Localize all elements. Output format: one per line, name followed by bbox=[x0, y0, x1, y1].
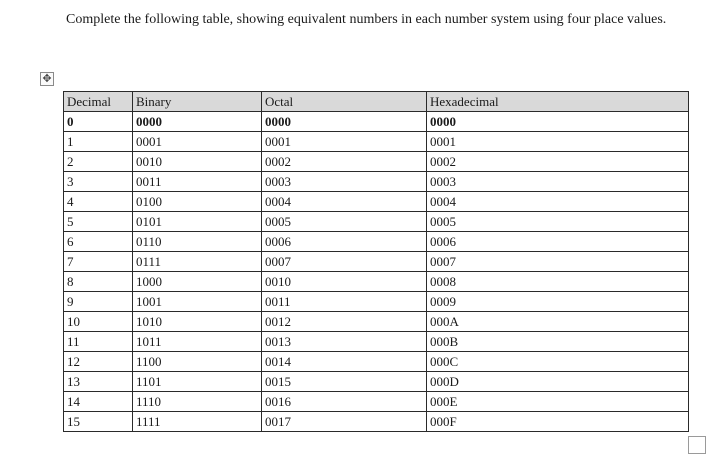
binary-cell[interactable]: 0111 bbox=[133, 252, 262, 272]
binary-cell[interactable]: 1001 bbox=[133, 292, 262, 312]
hexadecimal-cell[interactable]: 0009 bbox=[427, 292, 689, 312]
octal-cell[interactable]: 0001 bbox=[262, 132, 427, 152]
table-row bbox=[64, 352, 689, 372]
table-row bbox=[64, 392, 689, 412]
table-resize-handle[interactable] bbox=[688, 436, 706, 454]
hexadecimal-cell[interactable]: 0005 bbox=[427, 212, 689, 232]
header-hexadecimal[interactable]: Hexadecimal bbox=[427, 92, 689, 112]
hexadecimal-cell[interactable]: 0000 bbox=[427, 112, 689, 132]
table-row bbox=[64, 252, 689, 272]
binary-cell[interactable]: 0110 bbox=[133, 232, 262, 252]
header-octal[interactable]: Octal bbox=[262, 92, 427, 112]
octal-cell[interactable]: 0010 bbox=[262, 272, 427, 292]
octal-cell[interactable]: 0000 bbox=[262, 112, 427, 132]
table-row bbox=[64, 312, 689, 332]
binary-cell[interactable]: 0001 bbox=[133, 132, 262, 152]
decimal-cell[interactable]: 1 bbox=[64, 132, 133, 152]
hexadecimal-cell[interactable]: 000E bbox=[427, 392, 689, 412]
table-row bbox=[64, 172, 689, 192]
table-row bbox=[64, 112, 689, 132]
table-move-icon[interactable]: ✥ bbox=[40, 72, 54, 86]
table-row bbox=[64, 132, 689, 152]
binary-cell[interactable]: 1010 bbox=[133, 312, 262, 332]
decimal-cell[interactable]: 2 bbox=[64, 152, 133, 172]
hexadecimal-cell[interactable]: 0003 bbox=[427, 172, 689, 192]
octal-cell[interactable]: 0006 bbox=[262, 232, 427, 252]
octal-cell[interactable]: 0012 bbox=[262, 312, 427, 332]
binary-cell[interactable]: 1000 bbox=[133, 272, 262, 292]
binary-cell[interactable]: 1100 bbox=[133, 352, 262, 372]
decimal-cell[interactable]: 0 bbox=[64, 112, 133, 132]
hexadecimal-cell[interactable]: 0006 bbox=[427, 232, 689, 252]
decimal-cell[interactable]: 4 bbox=[64, 192, 133, 212]
decimal-cell[interactable]: 14 bbox=[64, 392, 133, 412]
binary-cell[interactable]: 1110 bbox=[133, 392, 262, 412]
decimal-cell[interactable]: 13 bbox=[64, 372, 133, 392]
binary-cell[interactable]: 0000 bbox=[133, 112, 262, 132]
header-decimal[interactable]: Decimal bbox=[64, 92, 133, 112]
binary-cell[interactable]: 1111 bbox=[133, 412, 262, 432]
hexadecimal-cell[interactable]: 0002 bbox=[427, 152, 689, 172]
octal-cell[interactable]: 0017 bbox=[262, 412, 427, 432]
table-row bbox=[64, 292, 689, 312]
decimal-cell[interactable]: 6 bbox=[64, 232, 133, 252]
decimal-cell[interactable]: 10 bbox=[64, 312, 133, 332]
hexadecimal-cell[interactable]: 0001 bbox=[427, 132, 689, 152]
table-row bbox=[64, 332, 689, 352]
instructions-text: Complete the following table, showing equivalent numbers in each number system using four place values. bbox=[66, 12, 667, 27]
table-row bbox=[64, 412, 689, 432]
hexadecimal-cell[interactable]: 000D bbox=[427, 372, 689, 392]
table-row bbox=[64, 152, 689, 172]
octal-cell[interactable]: 0007 bbox=[262, 252, 427, 272]
binary-cell[interactable]: 0011 bbox=[133, 172, 262, 192]
table-row bbox=[64, 372, 689, 392]
table-row bbox=[64, 232, 689, 252]
decimal-cell[interactable]: 7 bbox=[64, 252, 133, 272]
table-row bbox=[64, 192, 689, 212]
decimal-cell[interactable]: 12 bbox=[64, 352, 133, 372]
table-row bbox=[64, 272, 689, 292]
decimal-cell[interactable]: 9 bbox=[64, 292, 133, 312]
hexadecimal-cell[interactable]: 0008 bbox=[427, 272, 689, 292]
header-binary[interactable]: Binary bbox=[133, 92, 262, 112]
hexadecimal-cell[interactable]: 0007 bbox=[427, 252, 689, 272]
decimal-cell[interactable]: 5 bbox=[64, 212, 133, 232]
decimal-cell[interactable]: 8 bbox=[64, 272, 133, 292]
hexadecimal-cell[interactable]: 000C bbox=[427, 352, 689, 372]
hexadecimal-cell[interactable]: 0004 bbox=[427, 192, 689, 212]
number-system-table bbox=[63, 91, 689, 432]
table-row bbox=[64, 212, 689, 232]
binary-cell[interactable]: 0100 bbox=[133, 192, 262, 212]
binary-cell[interactable]: 1011 bbox=[133, 332, 262, 352]
octal-cell[interactable]: 0015 bbox=[262, 372, 427, 392]
octal-cell[interactable]: 0014 bbox=[262, 352, 427, 372]
decimal-cell[interactable]: 11 bbox=[64, 332, 133, 352]
octal-cell[interactable]: 0005 bbox=[262, 212, 427, 232]
octal-cell[interactable]: 0016 bbox=[262, 392, 427, 412]
hexadecimal-cell[interactable]: 000A bbox=[427, 312, 689, 332]
decimal-cell[interactable]: 15 bbox=[64, 412, 133, 432]
table-header-row bbox=[64, 92, 689, 112]
binary-cell[interactable]: 0101 bbox=[133, 212, 262, 232]
octal-cell[interactable]: 0004 bbox=[262, 192, 427, 212]
octal-cell[interactable]: 0011 bbox=[262, 292, 427, 312]
hexadecimal-cell[interactable]: 000F bbox=[427, 412, 689, 432]
binary-cell[interactable]: 1101 bbox=[133, 372, 262, 392]
octal-cell[interactable]: 0002 bbox=[262, 152, 427, 172]
binary-cell[interactable]: 0010 bbox=[133, 152, 262, 172]
octal-cell[interactable]: 0003 bbox=[262, 172, 427, 192]
decimal-cell[interactable]: 3 bbox=[64, 172, 133, 192]
octal-cell[interactable]: 0013 bbox=[262, 332, 427, 352]
hexadecimal-cell[interactable]: 000B bbox=[427, 332, 689, 352]
